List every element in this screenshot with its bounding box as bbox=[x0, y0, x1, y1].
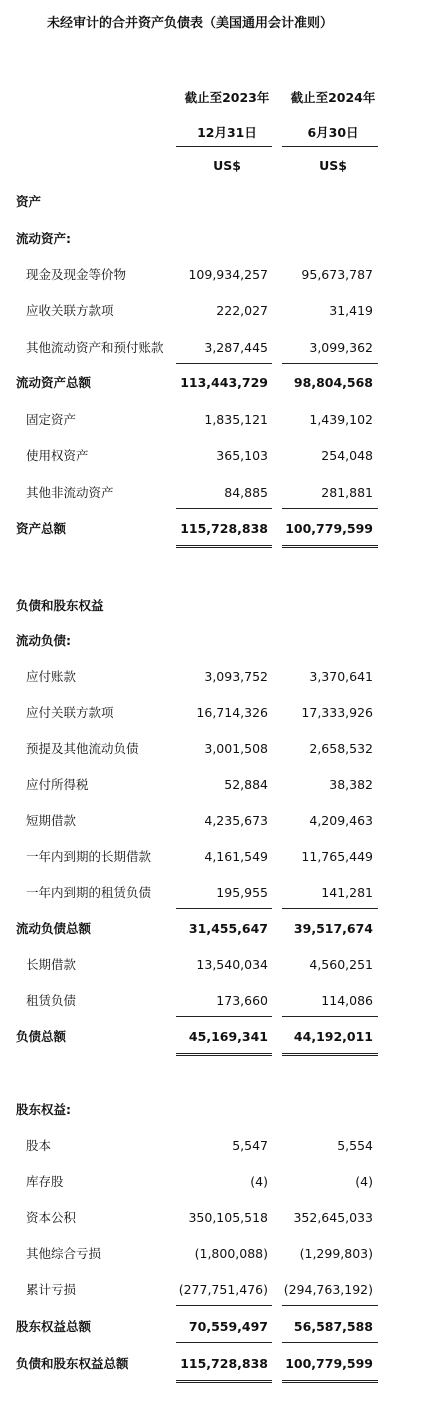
value-2023: 4,235,673 bbox=[204, 813, 268, 828]
double-underline-col2 bbox=[282, 1053, 378, 1056]
header-divider-col1 bbox=[176, 146, 272, 147]
subtotal-line-col2 bbox=[282, 508, 378, 509]
value-2023: 84,885 bbox=[224, 485, 268, 500]
row-label: 股东权益: bbox=[16, 1102, 71, 1117]
row-label: 现金及现金等价物 bbox=[26, 267, 127, 282]
col1-header-line2: 12月31日 bbox=[197, 125, 257, 140]
value-2023: 52,884 bbox=[224, 777, 268, 792]
value-2023: 31,455,647 bbox=[188, 921, 268, 936]
value-2023: 3,001,508 bbox=[204, 741, 268, 756]
value-2023: 173,660 bbox=[216, 993, 268, 1008]
subtotal-line-col2 bbox=[282, 1305, 378, 1306]
table-row bbox=[0, 410, 439, 430]
subtotal-line-col1 bbox=[176, 908, 272, 909]
row-current-liabilities-heading bbox=[0, 631, 439, 651]
value-2024: 4,209,463 bbox=[309, 813, 373, 828]
table-row bbox=[0, 1244, 439, 1264]
row-label: 股本 bbox=[26, 1138, 52, 1153]
row-total-current-assets bbox=[0, 373, 439, 393]
row-label: 使用权资产 bbox=[26, 448, 89, 463]
table-row bbox=[0, 446, 439, 466]
value-2023: 115,728,838 bbox=[180, 1356, 268, 1371]
value-2023: 45,169,341 bbox=[188, 1029, 268, 1044]
table-row bbox=[0, 265, 439, 285]
value-2024: 114,086 bbox=[321, 993, 373, 1008]
value-2024: (294,763,192) bbox=[283, 1282, 373, 1297]
value-2024: 281,881 bbox=[321, 485, 373, 500]
row-total-assets bbox=[0, 519, 439, 539]
value-2023: (277,751,476) bbox=[178, 1282, 268, 1297]
col2-header-line1: 截止至2024年 bbox=[290, 90, 376, 105]
row-label: 累计亏损 bbox=[26, 1282, 77, 1297]
row-label: 负债和股东权益 bbox=[16, 598, 104, 613]
subtotal-line-col2 bbox=[282, 1342, 378, 1343]
subtotal-line-col2 bbox=[282, 1016, 378, 1017]
double-underline-col1 bbox=[176, 1053, 272, 1056]
page-title: 未经审计的合并资产负债表（美国通用会计准则） bbox=[47, 16, 334, 31]
value-2024: 2,658,532 bbox=[309, 741, 373, 756]
value-2023: 1,835,121 bbox=[204, 412, 268, 427]
value-2023: 365,103 bbox=[216, 448, 268, 463]
table-row bbox=[0, 991, 439, 1011]
col1-header-line1: 截止至2023年 bbox=[184, 90, 270, 105]
value-2024: 254,048 bbox=[321, 448, 373, 463]
row-label: 流动负债总额 bbox=[16, 921, 92, 936]
row-label: 其他非流动资产 bbox=[26, 485, 114, 500]
row-label: 流动负债: bbox=[16, 633, 71, 648]
table-row bbox=[0, 955, 439, 975]
row-current-assets-heading bbox=[0, 229, 439, 249]
row-label: 短期借款 bbox=[26, 813, 77, 828]
double-underline-col2 bbox=[282, 1380, 378, 1383]
subtotal-line-col1 bbox=[176, 363, 272, 364]
row-label: 流动资产总额 bbox=[16, 375, 92, 390]
row-label: 应收关联方款项 bbox=[26, 303, 114, 318]
header-divider-col2 bbox=[282, 146, 378, 147]
row-total-liabilities bbox=[0, 1027, 439, 1047]
subtotal-line-col1 bbox=[176, 508, 272, 509]
table-row bbox=[0, 1208, 439, 1228]
table-row bbox=[0, 338, 439, 358]
value-2023: (1,800,088) bbox=[194, 1246, 268, 1261]
value-2023: 113,443,729 bbox=[180, 375, 268, 390]
value-2023: 195,955 bbox=[216, 885, 268, 900]
table-row bbox=[0, 811, 439, 831]
value-2024: 56,587,588 bbox=[293, 1319, 373, 1334]
row-label: 其他综合亏损 bbox=[26, 1246, 102, 1261]
row-assets-heading bbox=[0, 192, 439, 212]
table-row bbox=[0, 1136, 439, 1156]
col1-currency: US$ bbox=[213, 158, 241, 173]
value-2024: 5,554 bbox=[337, 1138, 373, 1153]
row-total-current-liabilities bbox=[0, 919, 439, 939]
value-2024: 31,419 bbox=[329, 303, 373, 318]
row-label: 长期借款 bbox=[26, 957, 77, 972]
row-total-equity bbox=[0, 1317, 439, 1337]
subtotal-line-col2 bbox=[282, 908, 378, 909]
row-label: 其他流动资产和预付账款 bbox=[26, 340, 164, 355]
value-2023: 109,934,257 bbox=[188, 267, 268, 282]
value-2024: (4) bbox=[355, 1174, 373, 1189]
value-2024: 100,779,599 bbox=[285, 1356, 373, 1371]
row-label: 预提及其他流动负债 bbox=[26, 741, 139, 756]
table-row bbox=[0, 667, 439, 687]
row-label: 应付所得税 bbox=[26, 777, 89, 792]
value-2023: 70,559,497 bbox=[188, 1319, 268, 1334]
value-2024: 38,382 bbox=[329, 777, 373, 792]
subtotal-line-col1 bbox=[176, 1342, 272, 1343]
value-2024: 1,439,102 bbox=[309, 412, 373, 427]
table-row bbox=[0, 1172, 439, 1192]
col2-header-line2: 6月30日 bbox=[307, 125, 359, 140]
value-2024: 3,099,362 bbox=[309, 340, 373, 355]
subtotal-line-col1 bbox=[176, 1016, 272, 1017]
value-2023: 13,540,034 bbox=[196, 957, 268, 972]
value-2024: 3,370,641 bbox=[309, 669, 373, 684]
value-2023: 3,093,752 bbox=[204, 669, 268, 684]
table-row bbox=[0, 703, 439, 723]
value-2023: 350,105,518 bbox=[188, 1210, 268, 1225]
value-2024: 352,645,033 bbox=[293, 1210, 373, 1225]
value-2023: 4,161,549 bbox=[204, 849, 268, 864]
row-label: 一年内到期的长期借款 bbox=[26, 849, 152, 864]
value-2023: 5,547 bbox=[232, 1138, 268, 1153]
value-2024: 44,192,011 bbox=[293, 1029, 373, 1044]
table-row bbox=[0, 1280, 439, 1300]
row-label: 资产总额 bbox=[16, 521, 67, 536]
row-equity-heading bbox=[0, 1100, 439, 1120]
row-label: 应付关联方款项 bbox=[26, 705, 114, 720]
double-underline-col2 bbox=[282, 545, 378, 548]
row-label: 股东权益总额 bbox=[16, 1319, 92, 1334]
row-label: 库存股 bbox=[26, 1174, 64, 1189]
value-2023: (4) bbox=[250, 1174, 268, 1189]
value-2024: 95,673,787 bbox=[301, 267, 373, 282]
value-2024: 141,281 bbox=[321, 885, 373, 900]
value-2024: 98,804,568 bbox=[293, 375, 373, 390]
value-2023: 3,287,445 bbox=[204, 340, 268, 355]
row-total-liabilities-equity bbox=[0, 1354, 439, 1374]
table-row bbox=[0, 775, 439, 795]
value-2024: (1,299,803) bbox=[299, 1246, 373, 1261]
value-2023: 115,728,838 bbox=[180, 521, 268, 536]
value-2023: 16,714,326 bbox=[196, 705, 268, 720]
value-2023: 222,027 bbox=[216, 303, 268, 318]
subtotal-line-col1 bbox=[176, 1305, 272, 1306]
row-label: 租赁负债 bbox=[26, 993, 77, 1008]
value-2024: 17,333,926 bbox=[301, 705, 373, 720]
table-row bbox=[0, 847, 439, 867]
col2-currency: US$ bbox=[319, 158, 347, 173]
value-2024: 100,779,599 bbox=[285, 521, 373, 536]
table-row bbox=[0, 739, 439, 759]
double-underline-col1 bbox=[176, 545, 272, 548]
value-2024: 11,765,449 bbox=[301, 849, 373, 864]
row-label: 应付账款 bbox=[26, 669, 77, 684]
row-label: 一年内到期的租赁负债 bbox=[26, 885, 152, 900]
row-label: 流动资产: bbox=[16, 231, 71, 246]
table-row bbox=[0, 483, 439, 503]
table-row bbox=[0, 301, 439, 321]
row-label: 负债总额 bbox=[16, 1029, 67, 1044]
subtotal-line-col2 bbox=[282, 363, 378, 364]
row-label: 资产 bbox=[16, 194, 42, 209]
double-underline-col1 bbox=[176, 1380, 272, 1383]
row-label: 资本公积 bbox=[26, 1210, 77, 1225]
row-liabilities-equity-heading bbox=[0, 596, 439, 616]
table-row bbox=[0, 883, 439, 903]
value-2024: 4,560,251 bbox=[309, 957, 373, 972]
value-2024: 39,517,674 bbox=[293, 921, 373, 936]
row-label: 负债和股东权益总额 bbox=[16, 1356, 129, 1371]
row-label: 固定资产 bbox=[26, 412, 77, 427]
